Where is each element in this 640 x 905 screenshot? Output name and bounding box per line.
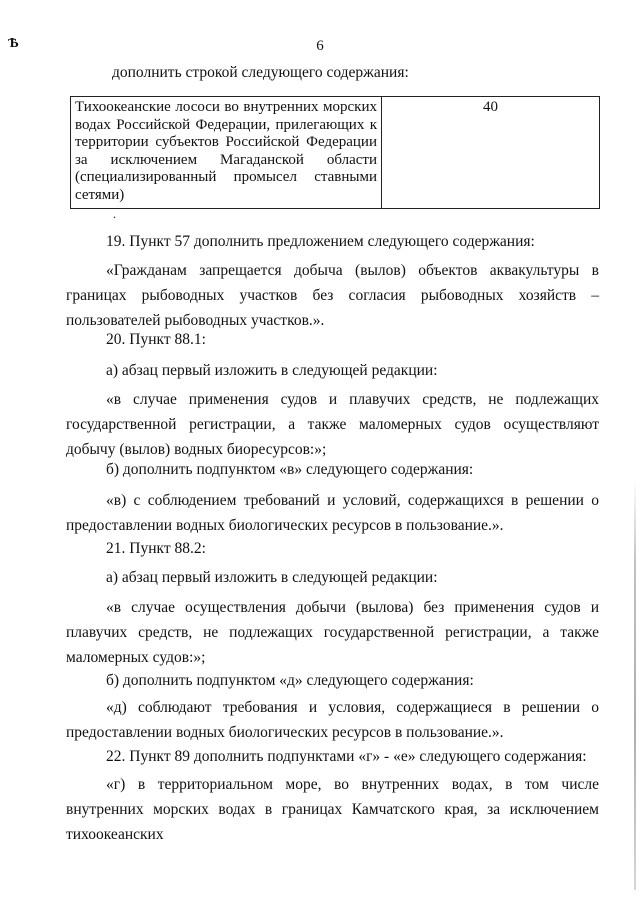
paragraph-20-a-quote: «в случае применения судов и плавучих средств, не подлежащих государственной регистрации, а также маломерных судов осуществляют добычу (вылов) водных биоресурсов:»; — [66, 391, 599, 458]
table-row — [71, 97, 600, 209]
paragraph-21-a: а) абзац первый изложить в следующей редакции: — [106, 569, 438, 586]
paragraph-21: 21. Пункт 88.2: — [106, 540, 206, 557]
paragraph-20-b: б) дополнить подпунктом «в» следующего содержания: — [106, 461, 474, 478]
paragraph-21-b: б) дополнить подпунктом «д» следующего содержания: — [106, 672, 474, 689]
table-cell-value: 40 — [382, 97, 600, 209]
paragraph-19: 19. Пункт 57 дополнить предложением следующего содержания: — [106, 233, 535, 250]
paragraph-21-a-quote: «в случае осуществления добычи (вылова) без применения судов и плавучих средств, не подлежащих государственной регистрации, а также маломерных судов:»; — [66, 599, 599, 666]
paragraph-19-quote: «Гражданам запрещается добыча (вылов) объектов аквакультуры в границах рыбоводных участков без согласия рыбоводных хозяйств – пользователей рыбоводных участков.». — [66, 262, 599, 329]
margin-mark: Ѣ — [8, 36, 19, 51]
intro-line: дополнить строкой следующего содержания: — [112, 64, 409, 81]
paragraph-22: 22. Пункт 89 дополнить подпунктами «г» - «е» следующего содержания: — [106, 748, 587, 765]
table-cell-description: Тихоокеанские лососи во внутренних морских водах Российской Федерации, прилегающих к территории субъектов Российской Федерации за исключением Магаданской области (специализированный промысел ставными сетями) — [71, 97, 382, 209]
paragraph-21-b-quote: «д) соблюдают требования и условия, содержащиеся в решении о предоставлении водных биологических ресурсов в пользование.». — [66, 699, 599, 741]
scan-edge-shadow — [634, 480, 636, 890]
paragraph-20-b-quote: «в) с соблюдением требований и условий, содержащихся в решении о предоставлении водных биологических ресурсов в пользование.». — [66, 492, 599, 534]
paragraph-20: 20. Пункт 88.1: — [106, 331, 206, 348]
amendment-table — [70, 96, 600, 209]
paragraph-20-a: а) абзац первый изложить в следующей редакции: — [106, 362, 438, 379]
paragraph-22-g: «г) в территориальном море, во внутренних водах, в том числе внутренних морских водах в границах Камчатского края, за исключением тихоокеанских — [66, 776, 599, 843]
stray-dot: . — [113, 207, 116, 221]
page-number: 6 — [316, 38, 324, 54]
